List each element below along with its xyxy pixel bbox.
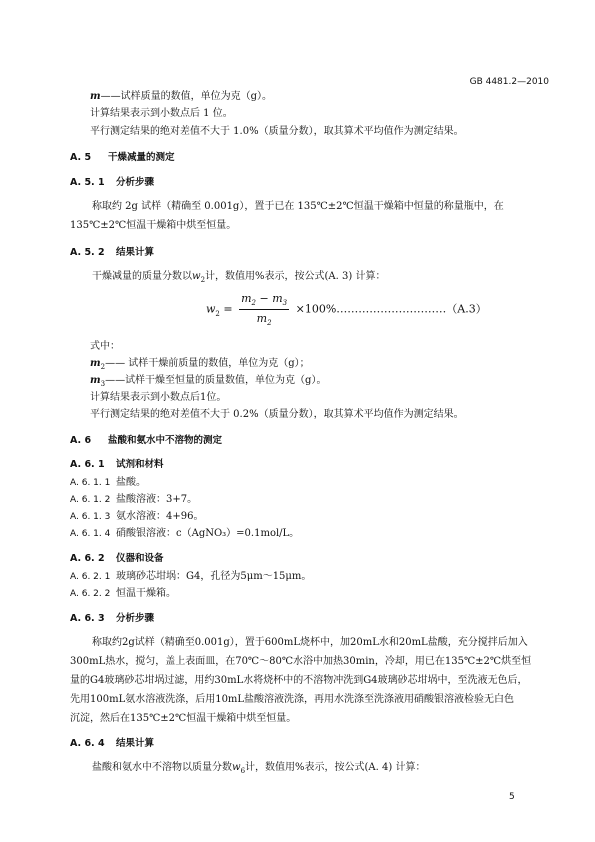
var-m: m — [90, 91, 101, 102]
section-title: 结果计算 — [116, 738, 155, 749]
subscript: 2 — [100, 363, 106, 371]
paragraph-line: 300mL热水，搅匀，盖上表面皿，在70℃～80℃水浴中加热30min，冷却，用已在135℃±2℃烘至恒 — [70, 656, 532, 667]
page-number: 5 — [509, 792, 515, 802]
section-title: 结果计算 — [116, 247, 155, 258]
subscript: 2 — [215, 309, 220, 318]
item-text: 玻璃砂芯坩埚：G4，孔径为5μm～15μm。 — [116, 571, 312, 582]
item-text: 盐酸溶液：3+7。 — [116, 494, 198, 505]
paragraph-line: 量的G4玻璃砂芯坩埚过滤，用约30mL水将烧杯中的不溶物冲洗到G4玻璃砂芯坩埚中，至洗液无色后， — [70, 675, 528, 686]
where-label: 式中： — [90, 341, 120, 352]
item-number: A. 6. 1. 1 — [70, 478, 111, 488]
section-number: A. 6. 4 — [70, 738, 105, 749]
section-a52-heading — [70, 246, 154, 260]
calc-note: 计算结果表示到小数点后 1 位。 — [90, 108, 233, 119]
section-title: 分析步骤 — [116, 613, 155, 624]
parallel-note: 平行测定结果的绝对差值不大于 0.2%（质量分数），取其算术平均值作为测定结果。 — [90, 409, 464, 420]
item-text: 盐酸。 — [116, 477, 146, 488]
section-a64-heading — [70, 737, 154, 751]
list-item — [70, 510, 203, 524]
section-number: A. 5. 2 — [70, 247, 105, 258]
standard-number: GB 4481.2—2010 — [469, 77, 549, 87]
section-a51-heading — [70, 176, 154, 190]
var-w: w — [232, 762, 241, 773]
var-w: w — [192, 271, 201, 282]
formula-a3 — [206, 292, 487, 327]
section-number: A. 6. 1 — [70, 459, 105, 470]
section-title: 分析步骤 — [116, 177, 155, 188]
formula-lhs: w — [206, 302, 216, 316]
item-number: A. 6. 2. 1 — [70, 572, 111, 582]
def-text: —— 试样干燥前质量的数值，单位为克（g）； — [105, 358, 310, 369]
variable-definition-m3 — [90, 374, 326, 391]
section-number: A. 5. 1 — [70, 177, 105, 188]
denominator: $m_2$ — [256, 312, 272, 328]
section-a63-heading — [70, 612, 154, 626]
section-title: 盐酸和氨水中不溶物的测定 — [108, 435, 223, 446]
section-title: 试剂和材料 — [116, 459, 164, 470]
item-text: 氨水溶液：4+96。 — [116, 511, 204, 522]
section-a62-heading — [70, 552, 164, 566]
paragraph-line: 135℃±2℃恒温干燥箱中烘至恒量。 — [70, 220, 237, 231]
numerator: $m_2 - m_3$ — [239, 292, 289, 310]
section-title: 仪器和设备 — [116, 553, 164, 564]
item-text: 恒温干燥箱。 — [116, 588, 176, 599]
calc-note: 计算结果表示到小数点后1位。 — [90, 392, 227, 403]
equals-sign: = — [223, 302, 233, 316]
paragraph-line — [92, 761, 425, 778]
paragraph-line: 称取约2g试样（精确至0.001g），置于600mL烧杯中，加20mL水和20mL盐酸，充分搅拌后加入 — [92, 637, 528, 648]
text: 盐酸和氨水中不溶物以质量分数 — [92, 762, 232, 773]
list-item — [70, 493, 197, 507]
subscript: 2 — [200, 276, 206, 284]
paragraph-line: 称取约 2g 试样（精确至 0.001g），置于已在 135℃±2℃恒温干燥箱中恒量的称量瓶中，在 — [92, 201, 504, 212]
list-item — [70, 570, 311, 584]
item-text: 硝酸银溶液：c（AgNO₃）=0.1mol/L。 — [116, 528, 300, 539]
paragraph-line: 先用100mL氨水溶液洗涤，后用10mL盐酸溶液洗涤，再用水洗涤至洗涤液用硝酸银溶液检验无白色 — [70, 694, 515, 705]
def-text: ——试样质量的数值，单位为克（g）。 — [100, 91, 272, 102]
section-number: A. 5 — [70, 152, 92, 163]
section-a6-heading — [70, 434, 222, 448]
item-number: A. 6. 1. 3 — [70, 512, 111, 522]
text: 计，数值用%表示，按公式(A. 3) 计算： — [205, 271, 386, 282]
section-number: A. 6. 3 — [70, 613, 105, 624]
fraction — [239, 292, 289, 327]
parallel-note: 平行测定结果的绝对差值不大于 1.0%（质量分数），取其算术平均值作为测定结果。 — [90, 126, 464, 137]
item-number: A. 6. 1. 4 — [70, 529, 111, 539]
section-number: A. 6. 2 — [70, 553, 105, 564]
section-number: A. 6 — [70, 435, 92, 446]
item-number: A. 6. 1. 2 — [70, 495, 111, 505]
def-text: ——试样干燥至恒量的质量数值，单位为克（g）。 — [105, 375, 327, 386]
formula-tail: ×100%…………………………（A.3） — [295, 302, 487, 316]
variable-definition-m2 — [90, 357, 310, 374]
list-item — [70, 587, 176, 601]
text: 干燥减量的质量分数以 — [92, 271, 192, 282]
section-a5-heading — [70, 151, 175, 165]
subscript: 3 — [100, 380, 106, 388]
var-m: m — [90, 375, 101, 386]
item-number: A. 6. 2. 2 — [70, 589, 111, 599]
list-item — [70, 476, 146, 490]
section-a61-heading — [70, 458, 164, 472]
list-item — [70, 527, 299, 541]
variable-definition-m — [90, 90, 272, 104]
paragraph-line: 沉淀，然后在135℃±2℃恒温干燥箱中烘至恒量。 — [70, 713, 297, 724]
section-title: 干燥减量的测定 — [108, 152, 175, 163]
var-m: m — [90, 358, 101, 369]
paragraph-line — [92, 270, 385, 287]
subscript: 6 — [240, 767, 246, 775]
text: 计，数值用%表示，按公式(A. 4) 计算： — [245, 762, 426, 773]
